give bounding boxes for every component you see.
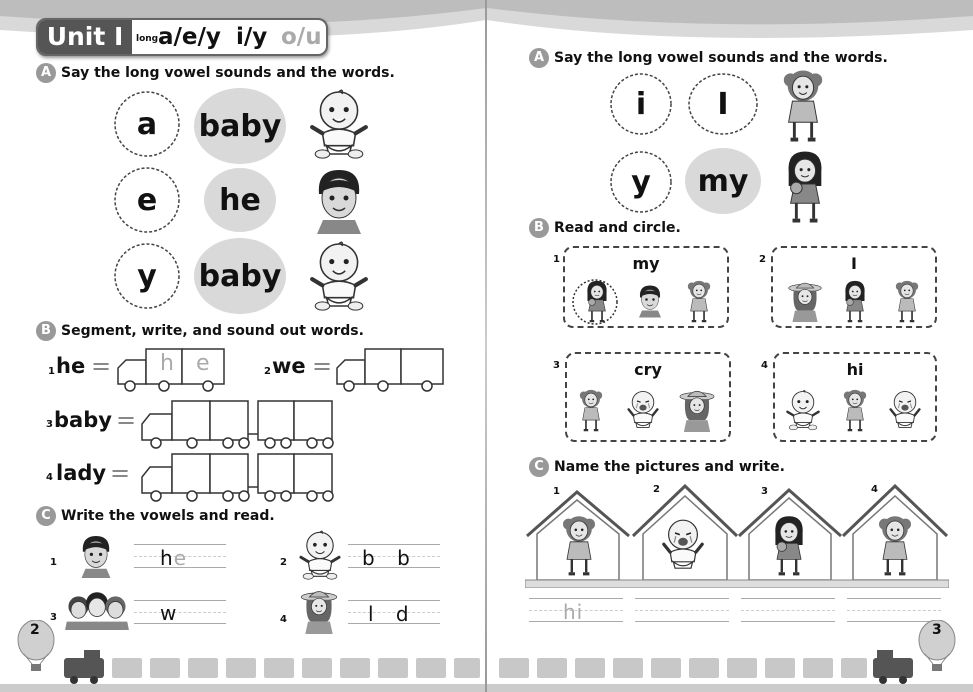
item-number: 1 [50,557,57,568]
item-number: 3 [46,419,53,430]
item-number: 4 [280,614,287,625]
circle-box[interactable] [565,352,731,442]
bottom-band [487,684,973,692]
equals-sign: = [110,459,131,487]
word-badge: baby [192,86,288,166]
unit-sound-2: i/y [236,24,268,50]
left-page [0,0,486,692]
baby-icon [298,528,342,582]
item-number: 1 [553,486,560,497]
vowel-answer: w [160,601,178,625]
vowel-badge: i [609,72,673,136]
section-letter: B [529,218,549,238]
baby-icon [308,86,370,162]
item-number: 1 [48,366,55,377]
write-line[interactable] [635,598,729,622]
crying-baby-icon[interactable] [887,388,923,432]
section-a-heading [529,48,888,68]
section-letter: A [529,48,549,68]
segment-word: we [272,354,306,378]
item-number: 4 [871,484,878,495]
three-kids-icon [62,588,132,630]
unit-header [36,18,328,56]
baby-icon[interactable] [785,388,821,432]
boy-icon [308,164,370,234]
vowel-badge: y [609,150,673,214]
target-word: hi [846,360,864,379]
vowel-answer: b b [362,546,411,570]
girl-with-teddy-icon [781,146,829,226]
item-number: 2 [653,484,660,495]
girl-icon[interactable] [577,386,605,434]
unit-title: Unit I [38,20,132,54]
train-decoration [62,648,482,684]
circle-box[interactable] [563,246,729,328]
equals-sign: = [312,352,333,380]
truck-letter: h [160,351,174,376]
crying-baby-icon [659,514,707,576]
truck-letter: e [196,351,210,376]
item-number: 2 [280,557,287,568]
section-letter: B [36,321,56,341]
train-decoration [497,648,917,684]
girl-icon[interactable] [893,278,921,324]
unit-sound-1: a/e/y [158,24,221,50]
girl-icon [779,66,827,144]
write-line[interactable] [741,598,835,622]
item-number: 2 [264,366,271,377]
word-badge: baby [192,236,288,316]
girl-with-teddy-icon[interactable] [841,278,869,324]
section-letter: C [36,506,56,526]
target-word: cry [634,360,662,379]
crying-baby-icon[interactable] [625,388,661,432]
equals-sign: = [116,406,137,434]
lady-icon [296,586,342,634]
vowel-answer: l d [368,602,410,626]
girl-icon[interactable] [841,386,869,434]
item-number: 3 [761,486,768,497]
segment-word: he [56,354,86,378]
unit-long-label: long [136,34,159,44]
girl-icon[interactable] [685,278,713,324]
section-a-heading [36,63,395,83]
item-number: 1 [553,254,560,265]
boy-icon[interactable] [635,282,665,318]
truck-icon [140,398,336,450]
vowel-badge: a [113,90,181,158]
item-number: 4 [46,472,53,483]
word-badge: I [687,72,759,136]
circle-box[interactable] [773,352,937,442]
section-b-heading [36,321,364,341]
equals-sign: = [91,352,112,380]
item-number: 4 [761,360,768,371]
baby-icon [308,238,370,314]
section-instruction: Name the pictures and write. [554,459,785,475]
section-instruction: Say the long vowel sounds and the words. [554,50,888,66]
segment-word: lady [56,461,107,485]
girl-with-teddy-icon [769,510,809,580]
boy-icon [76,532,116,578]
girl-icon [875,510,915,580]
circle-box[interactable] [771,246,937,328]
page-number: 2 [30,622,40,638]
section-instruction: Say the long vowel sounds and the words. [61,65,395,81]
page-number: 3 [932,622,942,638]
target-word: I [851,254,857,273]
segment-word: baby [54,408,112,432]
house-answer: hi [563,600,584,624]
word-badge: he [202,166,278,234]
vowel-answer: he [160,546,187,570]
section-instruction: Write the vowels and read. [61,508,275,524]
section-c-heading [529,457,785,477]
write-line[interactable] [847,598,941,622]
section-letter: A [36,63,56,83]
girl-with-teddy-icon[interactable] [583,278,611,324]
write-line[interactable] [134,600,226,624]
unit-sound-3: o/u [281,24,322,50]
section-instruction: Read and circle. [554,220,681,236]
section-b-heading [529,218,681,238]
item-number: 2 [759,254,766,265]
section-letter: C [529,457,549,477]
girl-icon [559,510,599,580]
vowel-badge: e [113,166,181,234]
truck-icon [335,346,447,392]
vowel-badge: y [113,242,181,310]
truck-icon [140,451,336,503]
word-badge: my [683,146,763,216]
section-instruction: Segment, write, and sound out words. [61,323,364,339]
lady-icon[interactable] [785,278,825,322]
right-page [487,0,973,692]
bottom-band [0,684,486,692]
target-word: my [632,254,660,273]
section-c-heading [36,506,275,526]
item-number: 3 [50,612,57,623]
item-number: 3 [553,360,560,371]
lady-icon[interactable] [677,386,717,432]
